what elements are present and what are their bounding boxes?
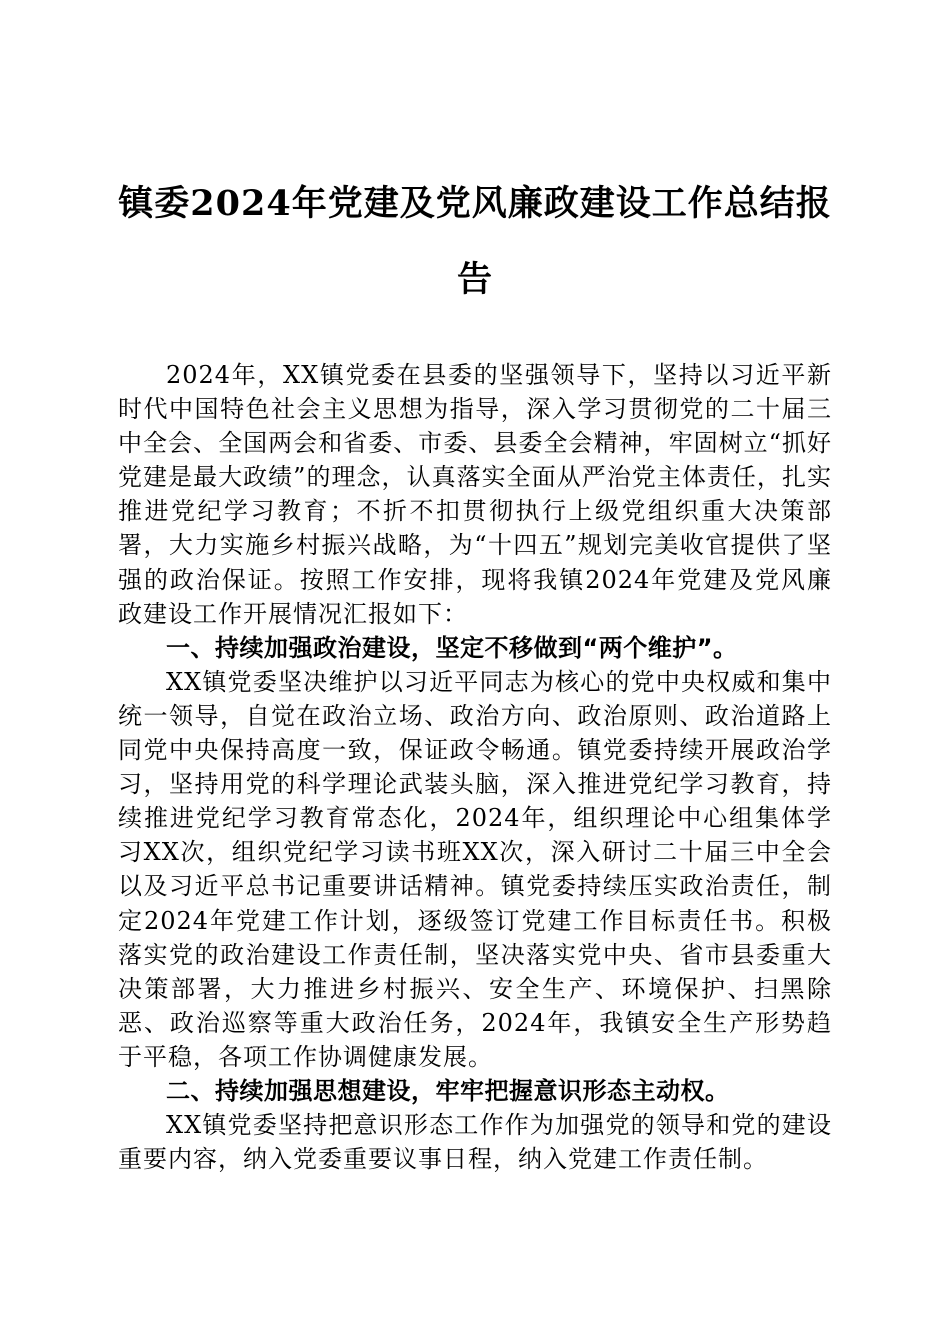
section-2-paragraph: XX镇党委坚持把意识形态工作作为加强党的领导和党的建设重要内容，纳入党委重要议事日程，纳入党建工作责任制。 <box>118 1111 832 1174</box>
intro-paragraph: 2024年，XX镇党委在县委的坚强领导下，坚持以习近平新时代中国特色社会主义思想为指导，深入学习贯彻党的二十届三中全会、全国两会和省委、市委、县委全会精神，牢固树立“抓好党建是最大政绩”的理念，认真落实全面从严治党主体责任，扎实推进党纪学习教育；不折不扣贯彻执行上级党组织重大决策部署，大力实施乡村振兴战略，为“十四五”规划完美收官提供了坚强的政治保证。按照工作安排，现将我镇2024年党建及党风廉政建设工作开展情况汇报如下： <box>118 361 832 628</box>
section-heading-1: 一、持续加强政治建设，坚定不移做到“两个维护”。 <box>166 633 738 662</box>
section-1-paragraph: XX镇党委坚决维护以习近平同志为核心的党中央权威和集中统一领导，自觉在政治立场、政治方向、政治原则、政治道路上同党中央保持高度一致，保证政令畅通。镇党委持续开展政治学习，坚持用党的科学理论武装头脑，深入推进党纪学习教育，持续推进党纪学习教育常态化，2024年，组织理论中心组集体学习XX次，组织党纪学习读书班XX次，深入研讨二十届三中全会以及习近平总书记重要讲话精神。镇党委持续压实政治责任，制定2024年党建工作计划，逐级签订党建工作目标责任书。积极落实党的政治建设工作责任制，坚决落实党中央、省市县委重大决策部署，大力推进乡村振兴、安全生产、环境保护、扫黑除恶、政治巡察等重大政治任务，2024年，我镇安全生产形势趋于平稳，各项工作协调健康发展。 <box>118 667 832 1071</box>
document-body <box>118 358 832 1176</box>
document-title: 镇委2024年党建及党风廉政建设工作总结报告 <box>118 183 832 300</box>
section-heading-2: 二、持续加强思想建设，牢牢把握意识形态主动权。 <box>166 1076 730 1105</box>
